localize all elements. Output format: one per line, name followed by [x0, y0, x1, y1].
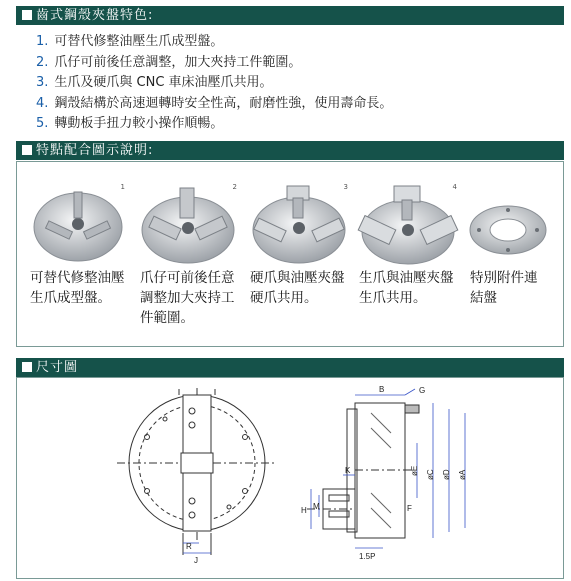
features-header — [16, 6, 564, 25]
illustration-caption: 生爪與油壓夾盤生爪共用。 — [359, 270, 454, 306]
square-bullet-icon — [22, 145, 32, 155]
chuck-photo-1: 1 — [28, 182, 128, 267]
illustration-caption: 特別附件連結盤 — [470, 270, 538, 306]
dimension-drawing — [87, 383, 547, 573]
svg-text:G: G — [419, 386, 426, 395]
dimensions-title: 尺寸圖 — [36, 360, 79, 375]
feature-item: 3. 生爪及硬爪與 CNC 車床油壓爪共用。 — [36, 75, 273, 91]
svg-text:H: H — [301, 506, 307, 515]
chuck-photo-4: 4 — [356, 182, 460, 267]
svg-text:K: K — [345, 466, 351, 475]
svg-text:R: R — [186, 542, 192, 551]
svg-text:øA: øA — [458, 469, 467, 480]
svg-text:øE: øE — [410, 465, 419, 476]
illustration-caption: 可替代修整油壓生爪成型盤。 — [30, 270, 125, 306]
svg-text:øD: øD — [442, 469, 451, 480]
illustrations-title: 特點配合圖示說明: — [36, 143, 154, 158]
feature-item: 2. 爪仔可前後任意調整，加大夾持工件範圍。 — [36, 54, 302, 70]
illustrations-header — [16, 141, 564, 160]
feature-item: 1. 可替代修整油壓生爪成型盤。 — [36, 34, 224, 49]
svg-text:øC: øC — [426, 469, 435, 480]
svg-text:F: F — [407, 504, 412, 513]
illustration-caption: 硬爪與油壓夾盤硬爪共用。 — [250, 270, 345, 306]
illustration-caption: 爪仔可前後任意調整加大夾持工件範圍。 — [140, 270, 235, 326]
square-bullet-icon — [22, 10, 32, 20]
dimensions-header — [16, 358, 564, 377]
feature-item: 5. 轉動板手扭力較小操作順暢。 — [36, 116, 224, 132]
feature-item: 4. 鋼殼結構於高速迴轉時安全性高，耐磨性強，使用壽命長。 — [36, 95, 393, 111]
chuck-photo-2: 2 — [136, 182, 240, 267]
adapter-plate-photo — [467, 202, 549, 258]
svg-text:M: M — [313, 502, 320, 511]
svg-text:B: B — [379, 385, 385, 394]
svg-text:1.5P: 1.5P — [359, 552, 376, 561]
features-title: 齒式鋼殼夾盤特色: — [36, 8, 154, 23]
features-list — [36, 32, 392, 135]
chuck-photo-3: 3 — [247, 182, 351, 267]
svg-text:J: J — [194, 556, 198, 565]
square-bullet-icon — [22, 362, 32, 372]
